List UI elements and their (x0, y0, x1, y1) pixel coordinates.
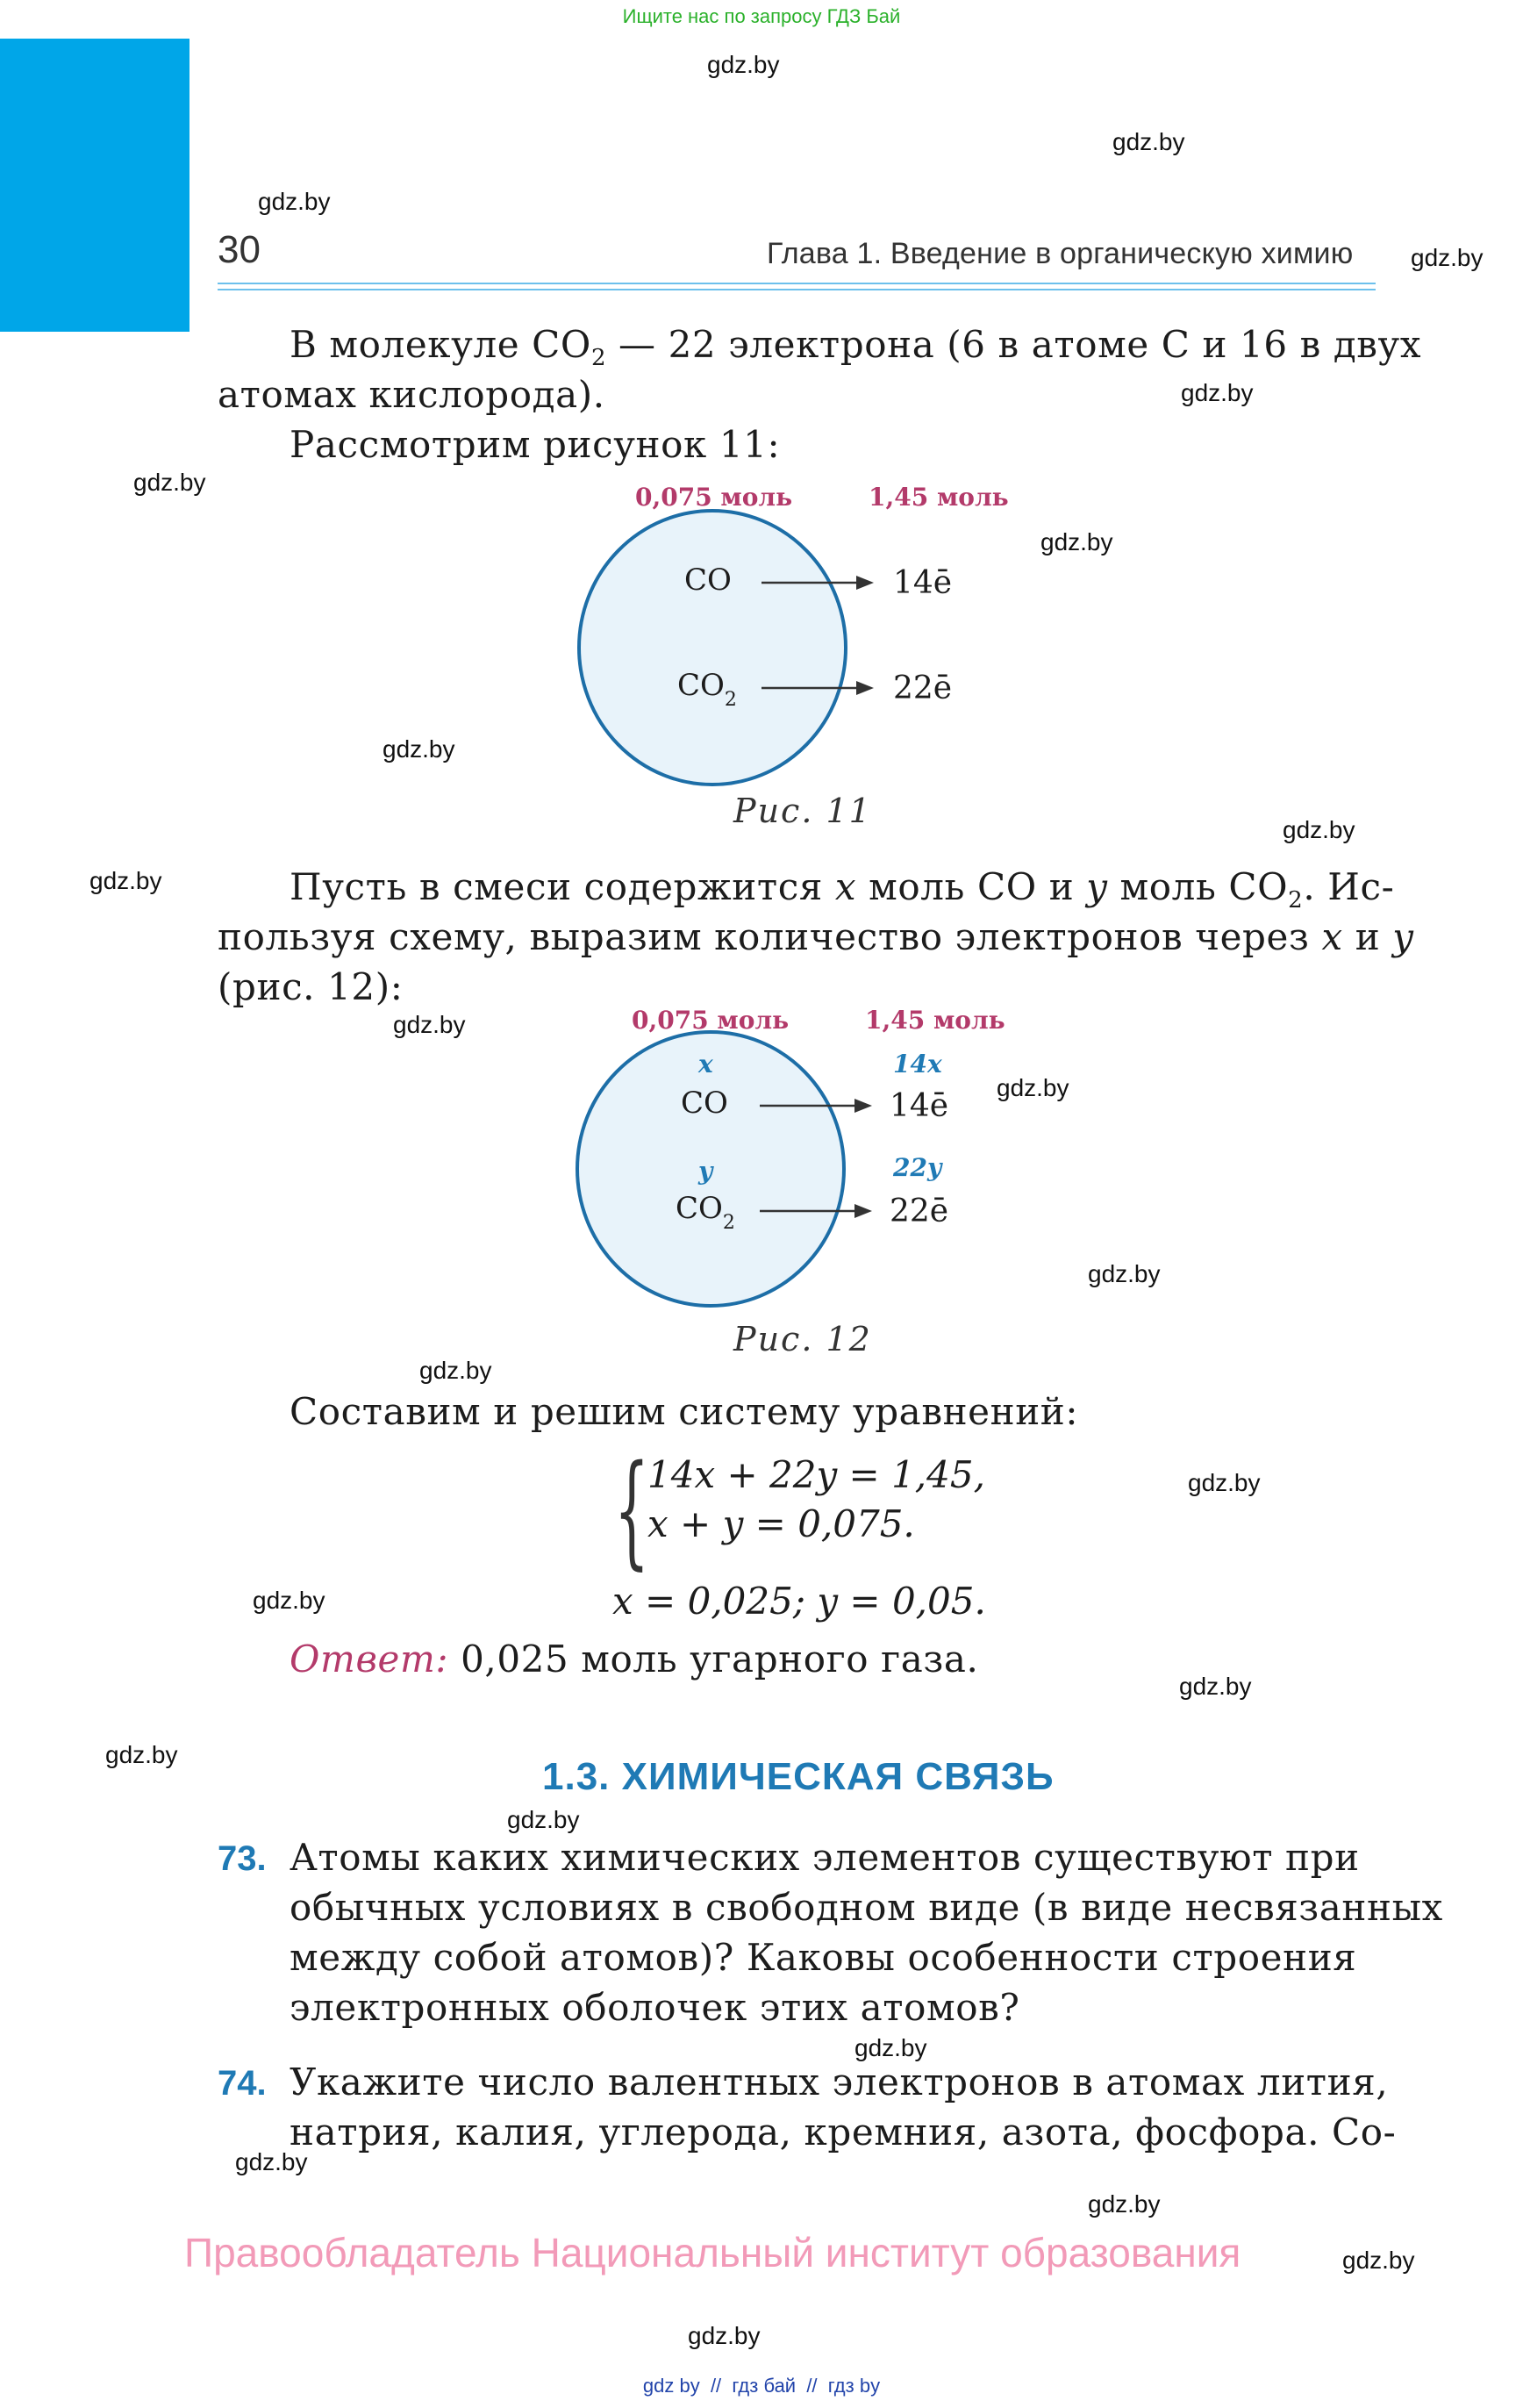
answer-label: Ответ: (290, 1638, 449, 1681)
p3-l1d: . Ис- (1303, 865, 1395, 908)
watermark: gdz.by (707, 51, 780, 78)
system-solution: x = 0,025; y = 0,05. (612, 1580, 986, 1623)
watermark: gdz.by (1342, 2247, 1415, 2274)
task-73-line-2: обычных условиях в свободном виде (в виде несвязанных (290, 1886, 1443, 1929)
watermark: gdz.by (1088, 1260, 1161, 1287)
page-number: 30 (218, 228, 261, 271)
p3-l1a: Пусть в смеси содержится (290, 865, 835, 908)
fig12-left-top: 0,075 моль (632, 1006, 790, 1035)
fig12-arrowhead-1 (854, 1099, 872, 1113)
watermark: gdz.by (105, 1741, 178, 1768)
system-eq1: 14x + 22y = 1,45, (647, 1453, 985, 1496)
fig11-circle (579, 511, 846, 785)
answer-text: 0,025 моль угарного газа. (448, 1638, 979, 1681)
fig12-row2-right: 22ē (890, 1193, 949, 1229)
watermark: gdz.by (258, 188, 331, 215)
watermark: gdz.by (89, 867, 162, 894)
system-eq2: x + y = 0,075. (647, 1502, 915, 1545)
fig12-22y: 22y (893, 1153, 942, 1182)
watermark: gdz.by (253, 1587, 325, 1614)
task-73-line-3: между собой атомов)? Каковы особенности строения (290, 1936, 1357, 1979)
fig12-row1-left: CO (681, 1086, 728, 1121)
watermark: gdz.by (1179, 1673, 1252, 1700)
fig11-row2-right: 22ē (893, 670, 953, 706)
header-rule-2 (218, 289, 1376, 290)
fig11-left-top: 0,075 моль (635, 483, 793, 512)
p3-l2y: y (1392, 915, 1414, 958)
figure-12 (526, 997, 1070, 1322)
paragraph-mixture (218, 862, 1414, 1012)
fig11-arrowhead-2 (856, 681, 874, 695)
watermark: gdz.by (235, 2148, 308, 2175)
watermark: gdz.by (419, 1357, 492, 1384)
p1-line2: атомах кислорода). (218, 373, 605, 416)
p3-l2b: и (1342, 915, 1393, 958)
fig12-14x: 14x (893, 1050, 942, 1079)
figure-11 (526, 474, 1070, 790)
fig11-right-top: 1,45 моль (869, 483, 1009, 512)
p3-sub: 2 (1288, 887, 1304, 914)
task-73-text (290, 1832, 1443, 2032)
watermark: gdz.by (1040, 528, 1113, 555)
system-brace: { (614, 1439, 650, 1582)
footer-links[interactable]: gdz by // гдз бай // гдз by (642, 2375, 881, 2397)
chapter-title: Глава 1. Введение в органическую химию (767, 237, 1354, 270)
fig12-x-label: x (698, 1050, 713, 1079)
fig12-row2-co: CO (676, 1191, 723, 1226)
task-73-number: 73. (218, 1839, 267, 1878)
task-74-number: 74. (218, 2064, 267, 2103)
task-74-line-2: натрия, калия, углерода, кремния, азота, фосфора. Со- (290, 2111, 1397, 2154)
accent-block (0, 39, 189, 332)
p3-l2x: x (1321, 915, 1343, 958)
watermark: gdz.by (1283, 816, 1355, 843)
fig11-caption: Рис. 11 (733, 792, 872, 830)
watermark: gdz.by (997, 1074, 1069, 1101)
fig11-row1-left: CO (684, 563, 732, 598)
fig12-right-top: 1,45 моль (865, 1006, 1005, 1035)
p3-l1b: моль CO и (856, 865, 1087, 908)
task-74-text (290, 2057, 1397, 2157)
fig11-row1-right: 14ē (893, 565, 953, 601)
p3-l1c: моль CO (1107, 865, 1289, 908)
paragraph-system: Составим и решим систему уравнений: (290, 1390, 1079, 1433)
header-rule (218, 283, 1376, 284)
top-banner[interactable]: Ищите нас по запросу ГДЗ Бай (622, 5, 901, 27)
p3-l2a: пользуя схему, выразим количество электронов через (218, 915, 1322, 958)
fig12-arrowhead-2 (854, 1204, 872, 1218)
fig12-row1-right: 14ē (890, 1088, 949, 1124)
watermark: gdz.by (1411, 244, 1484, 271)
task-73-line-4: электронных оболочек этих атомов? (290, 1986, 1020, 2029)
answer (290, 1634, 978, 1684)
watermark: gdz.by (393, 1011, 466, 1038)
watermark: gdz.by (1112, 128, 1185, 155)
p1-sub: 2 (590, 345, 607, 372)
fig11-row2-sub: 2 (724, 689, 737, 711)
fig11-arrowhead-1 (856, 576, 874, 590)
task-73-line-1: Атомы каких химических элементов существуют при (290, 1836, 1360, 1879)
fig11-row2-co: CO (677, 668, 725, 703)
p1-part2: — 22 электрона (6 в атоме С и 16 в двух (606, 323, 1422, 366)
fig12-row2-sub: 2 (722, 1212, 735, 1234)
footer-copyright: Правообладатель Национальный институт образования (184, 2230, 1241, 2275)
p3-l3: (рис. 12): (218, 965, 404, 1008)
p3-y: y (1086, 865, 1108, 908)
watermark: gdz.by (133, 469, 206, 496)
watermark: gdz.by (507, 1806, 580, 1833)
watermark: gdz.by (1188, 1469, 1261, 1496)
paragraph-consider-fig11: Рассмотрим рисунок 11: (290, 423, 781, 466)
fig12-caption: Рис. 12 (733, 1320, 872, 1358)
fig12-y-label: y (698, 1157, 713, 1186)
section-title: 1.3. ХИМИЧЕСКАЯ СВЯЗЬ (542, 1755, 1055, 1798)
task-74-line-1: Укажите число валентных электронов в атомах лития, (290, 2060, 1389, 2103)
watermark: gdz.by (1181, 379, 1254, 406)
watermark: gdz.by (854, 2034, 927, 2061)
watermark: gdz.by (383, 735, 455, 763)
p1-part1: В молекуле CO (290, 323, 591, 366)
watermark: gdz.by (688, 2322, 761, 2349)
p3-x: x (834, 865, 857, 908)
watermark: gdz.by (1088, 2190, 1161, 2218)
